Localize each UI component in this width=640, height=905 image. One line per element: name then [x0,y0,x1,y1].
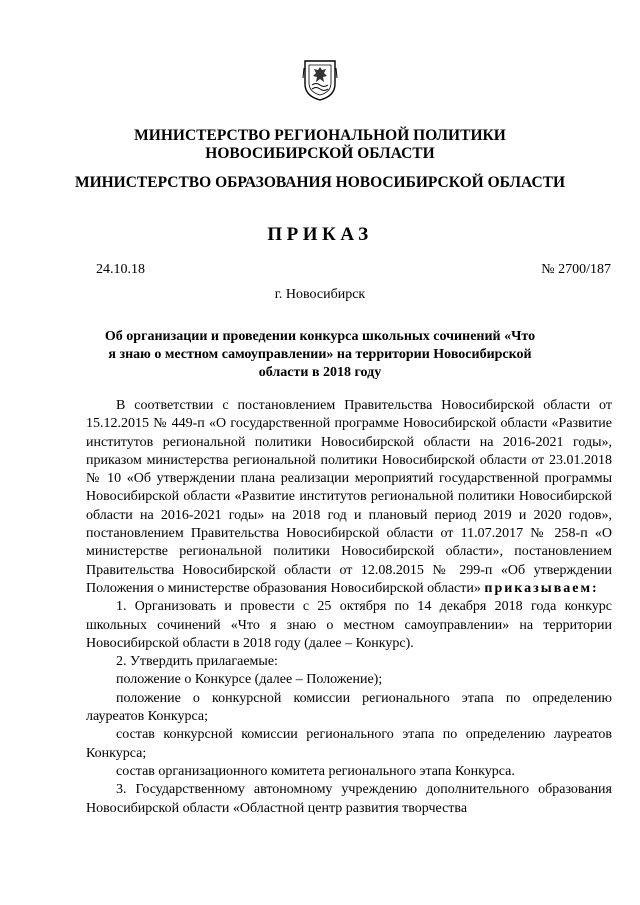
paragraph-item-2: 2. Утвердить прилагаемые: [116,654,278,670]
paragraph-item-2-3: состав конкурсной комиссии регионального этапа по определению лауреатов Конкурса; [86,727,612,761]
preamble-text: В соответствии с постановлением Правительства Новосибирской области от 15.12.2015 № 449-п «О государственной программе Новосибирской области «Развитие институтов региональной политики Новосибирской области на 2016-2021 годы», приказом министерства региональной политики Новосибирской области от 23.01.2018 № 10 «Об утверждении плана реализации мероприятий государственной программы Новосибирской области «Развитие институтов региональной политики Новосибирской области на 2016-2021 годы» на 2018 год и плановый период 2019 и 2020 годов», постановлением Правительства Новосибирской области от 11.07.2017 № 258-п «О министерстве региональной политики Новосибирской области», постановлением Правительства Новосибирской области от 12.08.2015 № 299-п «Об утверждении Положения о министерстве образования Новосибирской области» [86,398,612,596]
document-body [86,397,612,818]
document-number: № 2700/187 [541,262,611,277]
document-type-title: ПРИКАЗ [267,224,373,245]
ministry-education: МИНИСТЕРСТВО ОБРАЗОВАНИЯ НОВОСИБИРСКОЙ ОБЛАСТИ [74,174,566,191]
order-phrase: приказываем: [484,580,599,596]
coat-of-arms-icon [302,58,338,102]
paragraph-item-1: 1. Организовать и провести с 25 октября по 14 декабря 2018 года конкурс школьных сочинений «Что я знаю о местном самоуправлении» на территории Новосибирской области в 2018 году (далее – Конкурс). [86,599,612,651]
paragraph-item-3: 3. Государственному автономному учреждению дополнительного образования Новосибирской области «Областной центр развития творчества [86,782,612,816]
ministry-1-text: МИНИСТЕРСТВО РЕГИОНАЛЬНОЙ ПОЛИТИКИ НОВОСИБИРСКОЙ ОБЛАСТИ [134,127,506,162]
paragraph-item-2-2: положение о конкурсной комиссии регионального этапа по определению лауреатов Конкурса; [86,690,612,725]
paragraph-item-2-4: состав организационного комитета регионального этапа Конкурса. [116,763,515,779]
document-date: 24.10.18 [96,262,145,277]
ministry-regional-policy [0,127,640,163]
paragraph-preamble [86,397,612,598]
document-city: г. Новосибирск [274,287,366,302]
paragraph-item-2-1: положение о Конкурсе (далее – Положение); [116,672,383,688]
document-subject: Об организации и проведении конкурса школьных сочинений «Что я знаю о местном самоуправлении» на территории Новосибирской области в 2018 году [104,329,536,380]
